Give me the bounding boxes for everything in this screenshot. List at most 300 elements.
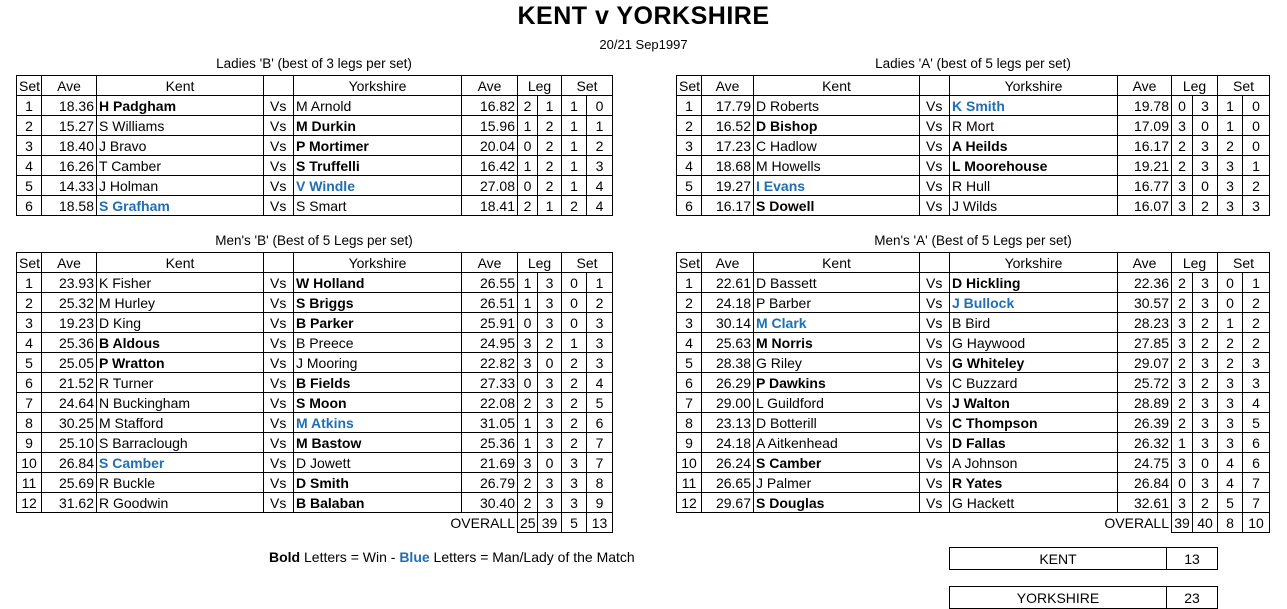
kent-legs: 2: [1172, 353, 1193, 373]
kent-player: S Williams: [97, 116, 264, 136]
kent-player: D Bassett: [754, 273, 920, 293]
set-number: 4: [17, 333, 42, 353]
yorkshire-average: 26.32: [1118, 433, 1172, 453]
yorkshire-legs: 3: [1193, 293, 1218, 313]
kent-legs: 3: [1172, 373, 1193, 393]
yorkshire-average: 26.55: [462, 273, 518, 293]
kent-final-score: [949, 547, 1218, 570]
header-yorkshire: Yorkshire: [294, 76, 462, 96]
legend-bold: Bold: [269, 549, 301, 565]
vs-label: Vs: [264, 196, 294, 216]
set-number: 12: [677, 493, 702, 513]
yorkshire-sets: 7: [587, 453, 613, 473]
yorkshire-player: S Truffelli: [294, 156, 462, 176]
kent-player: A Aitkenhead: [754, 433, 920, 453]
header-ave: Ave: [42, 253, 97, 273]
yorkshire-sets: 1: [1243, 156, 1270, 176]
yorkshire-player: J Bullock: [950, 293, 1118, 313]
legend-bold-text: Letters = Win -: [300, 549, 400, 565]
yorkshire-legs: 0: [1193, 453, 1218, 473]
header-ave: Ave: [462, 76, 518, 96]
yorkshire-sets-total: 10: [1243, 513, 1270, 533]
kent-average: 29.67: [702, 493, 754, 513]
kent-player: S Douglas: [754, 493, 920, 513]
yorkshire-player: P Mortimer: [294, 136, 462, 156]
yorkshire-average: 22.82: [462, 353, 518, 373]
kent-legs: 3: [518, 353, 538, 373]
set-number: 9: [677, 433, 702, 453]
vs-label: Vs: [264, 493, 294, 513]
yorkshire-legs: 2: [1193, 313, 1218, 333]
kent-average: 18.36: [42, 96, 97, 116]
header-set: Set: [677, 76, 702, 96]
kent-average: 24.18: [702, 433, 754, 453]
kent-player: N Buckingham: [97, 393, 264, 413]
vs-label: Vs: [920, 473, 950, 493]
kent-average: 23.93: [42, 273, 97, 293]
kent-player: D King: [97, 313, 264, 333]
kent-sets: 3: [562, 493, 587, 513]
kent-legs: 3: [518, 453, 538, 473]
header-ave: Ave: [42, 76, 97, 96]
kent-sets: 0: [562, 273, 587, 293]
header-set: Set: [1218, 76, 1270, 96]
yorkshire-legs: 3: [538, 313, 562, 333]
kent-sets: 3: [1218, 433, 1243, 453]
yorkshire-sets: 6: [1243, 433, 1270, 453]
kent-player: D Botterill: [754, 413, 920, 433]
yorkshire-average: 27.85: [1118, 333, 1172, 353]
yorkshire-legs-total: 39: [538, 513, 562, 533]
yorkshire-sets: 5: [1243, 413, 1270, 433]
table-row: [677, 433, 1270, 453]
yorkshire-average: 26.51: [462, 293, 518, 313]
table-row: [17, 413, 613, 433]
kent-legs: 1: [518, 293, 538, 313]
table-row: [17, 333, 613, 353]
table-row: [677, 333, 1270, 353]
section-heading: Men's 'B' (Best of 5 Legs per set): [215, 233, 413, 248]
table-row: [677, 413, 1270, 433]
kent-sets: 1: [562, 156, 587, 176]
kent-legs: 0: [1172, 96, 1193, 116]
kent-sets: 2: [1218, 136, 1243, 156]
yorkshire-sets: 2: [1243, 313, 1270, 333]
kent-sets: 4: [1218, 453, 1243, 473]
header-set: Set: [17, 253, 42, 273]
ladies-b-table: [16, 75, 613, 216]
yorkshire-sets: 7: [1243, 473, 1270, 493]
kent-average: 23.13: [702, 413, 754, 433]
kent-player: S Dowell: [754, 196, 920, 216]
vs-label: Vs: [264, 96, 294, 116]
yorkshire-player: S Moon: [294, 393, 462, 413]
kent-average: 25.36: [42, 333, 97, 353]
yorkshire-player: J Walton: [950, 393, 1118, 413]
yorkshire-legs: 3: [1193, 156, 1218, 176]
kent-player: J Holman: [97, 176, 264, 196]
kent-legs: 2: [518, 473, 538, 493]
yorkshire-legs: 0: [538, 453, 562, 473]
set-number: 3: [677, 313, 702, 333]
kent-legs: 0: [518, 176, 538, 196]
table-row: [677, 136, 1270, 156]
vs-label: Vs: [920, 293, 950, 313]
kent-average: 18.68: [702, 156, 754, 176]
kent-legs: 3: [1172, 196, 1193, 216]
yorkshire-sets: 2: [587, 136, 613, 156]
set-number: 6: [677, 196, 702, 216]
yorkshire-average: 25.72: [1118, 373, 1172, 393]
set-number: 1: [677, 96, 702, 116]
kent-legs: 2: [1172, 136, 1193, 156]
kent-sets: 1: [1218, 96, 1243, 116]
header-ave: Ave: [702, 253, 754, 273]
set-number: 2: [677, 293, 702, 313]
yorkshire-sets-total: 13: [587, 513, 613, 533]
kent-average: 18.40: [42, 136, 97, 156]
yorkshire-average: 19.21: [1118, 156, 1172, 176]
yorkshire-sets: 3: [587, 156, 613, 176]
yorkshire-average: 26.39: [1118, 413, 1172, 433]
vs-label: Vs: [264, 136, 294, 156]
set-number: 2: [17, 293, 42, 313]
yorkshire-player: D Jowett: [294, 453, 462, 473]
yorkshire-legs: 3: [1193, 413, 1218, 433]
vs-label: Vs: [264, 473, 294, 493]
yorkshire-legs: 0: [538, 353, 562, 373]
yorkshire-player: G Haywood: [950, 333, 1118, 353]
kent-player: C Hadlow: [754, 136, 920, 156]
vs-label: Vs: [920, 136, 950, 156]
kent-sets: 3: [562, 453, 587, 473]
yorkshire-player: M Arnold: [294, 96, 462, 116]
yorkshire-legs: 3: [1193, 473, 1218, 493]
set-number: 5: [677, 353, 702, 373]
vs-label: Vs: [264, 353, 294, 373]
table-row: [677, 393, 1270, 413]
yorkshire-sets: 7: [1243, 493, 1270, 513]
kent-sets: 0: [562, 313, 587, 333]
overall-row: [677, 513, 1270, 533]
yorkshire-sets: 1: [587, 273, 613, 293]
yorkshire-legs: 2: [1193, 373, 1218, 393]
kent-average: 25.05: [42, 353, 97, 373]
table-row: [677, 353, 1270, 373]
set-number: 7: [677, 393, 702, 413]
kent-sets: 1: [562, 96, 587, 116]
set-number: 5: [677, 176, 702, 196]
kent-sets: 2: [562, 413, 587, 433]
yorkshire-average: 15.96: [462, 116, 518, 136]
yorkshire-player: R Mort: [950, 116, 1118, 136]
yorkshire-legs: 3: [538, 393, 562, 413]
kent-sets-total: 5: [562, 513, 587, 533]
yorkshire-sets: 3: [1243, 373, 1270, 393]
header-kent: Kent: [97, 253, 264, 273]
yorkshire-player: B Preece: [294, 333, 462, 353]
yorkshire-sets: 7: [587, 433, 613, 453]
yorkshire-sets: 3: [587, 333, 613, 353]
header-blank: [264, 253, 294, 273]
kent-legs: 3: [1172, 493, 1193, 513]
kent-player: M Clark: [754, 313, 920, 333]
kent-average: 25.10: [42, 433, 97, 453]
kent-average: 29.00: [702, 393, 754, 413]
yorkshire-average: 30.57: [1118, 293, 1172, 313]
vs-label: Vs: [264, 433, 294, 453]
yorkshire-player: K Smith: [950, 96, 1118, 116]
header-set: Set: [1218, 253, 1270, 273]
yorkshire-sets: 9: [587, 493, 613, 513]
kent-player: D Roberts: [754, 96, 920, 116]
yorkshire-legs: 3: [538, 493, 562, 513]
yorkshire-player: A Heilds: [950, 136, 1118, 156]
vs-label: Vs: [264, 373, 294, 393]
vs-label: Vs: [264, 313, 294, 333]
legend: [269, 549, 635, 565]
header-set: Set: [677, 253, 702, 273]
vs-label: Vs: [264, 333, 294, 353]
kent-average: 26.65: [702, 473, 754, 493]
kent-legs: 2: [518, 493, 538, 513]
yorkshire-legs: 3: [538, 473, 562, 493]
set-number: 6: [17, 373, 42, 393]
header-ave: Ave: [1118, 253, 1172, 273]
set-number: 5: [17, 353, 42, 373]
yorkshire-average: 27.08: [462, 176, 518, 196]
yorkshire-sets: 0: [1243, 136, 1270, 156]
kent-legs-total: 39: [1172, 513, 1193, 533]
set-number: 3: [17, 313, 42, 333]
kent-player: P Barber: [754, 293, 920, 313]
yorkshire-legs: 2: [538, 136, 562, 156]
yorkshire-legs: 3: [1193, 433, 1218, 453]
header-ave: Ave: [1118, 76, 1172, 96]
yorkshire-average: 25.36: [462, 433, 518, 453]
kent-player: K Fisher: [97, 273, 264, 293]
table-row: [17, 156, 613, 176]
kent-average: 22.61: [702, 273, 754, 293]
table-row: [677, 156, 1270, 176]
header-yorkshire: Yorkshire: [294, 253, 462, 273]
kent-player: R Goodwin: [97, 493, 264, 513]
kent-legs: 1: [518, 116, 538, 136]
kent-sets: 0: [562, 293, 587, 313]
yorkshire-legs: 3: [1193, 273, 1218, 293]
kent-player: P Wratton: [97, 353, 264, 373]
yorkshire-player: D Smith: [294, 473, 462, 493]
set-number: 1: [17, 96, 42, 116]
yorkshire-legs: 0: [1193, 176, 1218, 196]
header-leg: Leg: [518, 253, 562, 273]
kent-sets: 0: [1218, 293, 1243, 313]
header-row: [17, 76, 613, 96]
yorkshire-legs-total: 40: [1193, 513, 1218, 533]
header-ave: Ave: [462, 253, 518, 273]
vs-label: Vs: [920, 393, 950, 413]
kent-average: 25.32: [42, 293, 97, 313]
kent-legs: 2: [1172, 293, 1193, 313]
table-row: [17, 473, 613, 493]
header-row: [677, 76, 1270, 96]
table-row: [17, 96, 613, 116]
kent-player: B Aldous: [97, 333, 264, 353]
kent-player: R Buckle: [97, 473, 264, 493]
yorkshire-player: B Parker: [294, 313, 462, 333]
table-row: [17, 353, 613, 373]
header-ave: Ave: [702, 76, 754, 96]
vs-label: Vs: [264, 393, 294, 413]
yorkshire-legs: 3: [538, 413, 562, 433]
table-row: [677, 273, 1270, 293]
kent-sets: 4: [1218, 473, 1243, 493]
yorkshire-player: R Yates: [950, 473, 1118, 493]
yorkshire-legs: 3: [1193, 136, 1218, 156]
kent-sets: 2: [562, 433, 587, 453]
kent-legs: 2: [1172, 156, 1193, 176]
kent-sets: 2: [562, 196, 587, 216]
yorkshire-sets: 0: [1243, 96, 1270, 116]
set-number: 8: [17, 413, 42, 433]
set-number: 5: [17, 176, 42, 196]
yorkshire-player: W Holland: [294, 273, 462, 293]
kent-sets: 3: [1218, 393, 1243, 413]
kent-sets: 2: [562, 353, 587, 373]
header-yorkshire: Yorkshire: [950, 76, 1118, 96]
kent-sets: 2: [562, 373, 587, 393]
kent-sets: 1: [562, 116, 587, 136]
kent-legs: 0: [518, 373, 538, 393]
kent-sets: 2: [1218, 333, 1243, 353]
kent-player: T Camber: [97, 156, 264, 176]
kent-sets: 3: [1218, 373, 1243, 393]
page-title: KENT v YORKSHIRE: [517, 2, 770, 30]
vs-label: Vs: [920, 273, 950, 293]
kent-average: 19.23: [42, 313, 97, 333]
set-number: 8: [677, 413, 702, 433]
kent-average: 30.14: [702, 313, 754, 333]
kent-legs: 2: [1172, 273, 1193, 293]
kent-legs: 3: [518, 333, 538, 353]
yorkshire-legs: 2: [1193, 196, 1218, 216]
kent-sets: 2: [1218, 353, 1243, 373]
kent-legs: 1: [518, 156, 538, 176]
set-number: 11: [677, 473, 702, 493]
table-row: [677, 373, 1270, 393]
yorkshire-average: 22.08: [462, 393, 518, 413]
section-heading: Ladies 'B' (best of 3 legs per set): [216, 56, 412, 71]
yorkshire-average: 16.17: [1118, 136, 1172, 156]
table-row: [17, 373, 613, 393]
yorkshire-average: 24.75: [1118, 453, 1172, 473]
kent-player: S Barraclough: [97, 433, 264, 453]
yorkshire-legs: 3: [1193, 96, 1218, 116]
yorkshire-sets: 4: [587, 373, 613, 393]
yorkshire-player: M Durkin: [294, 116, 462, 136]
kent-sets: 3: [562, 473, 587, 493]
kent-player: I Evans: [754, 176, 920, 196]
vs-label: Vs: [920, 413, 950, 433]
kent-legs: 2: [518, 196, 538, 216]
mens-a-table: [676, 252, 1270, 533]
kent-player: J Palmer: [754, 473, 920, 493]
kent-average: 17.23: [702, 136, 754, 156]
vs-label: Vs: [920, 373, 950, 393]
table-row: [17, 293, 613, 313]
kent-player: L Guildford: [754, 393, 920, 413]
kent-legs: 0: [1172, 473, 1193, 493]
yorkshire-legs: 2: [1193, 333, 1218, 353]
yorkshire-average: 16.42: [462, 156, 518, 176]
kent-average: 24.18: [702, 293, 754, 313]
yorkshire-average: 26.79: [462, 473, 518, 493]
vs-label: Vs: [920, 333, 950, 353]
vs-label: Vs: [264, 273, 294, 293]
yorkshire-legs: 2: [538, 156, 562, 176]
kent-player: M Stafford: [97, 413, 264, 433]
yorkshire-sets: 5: [587, 393, 613, 413]
kent-legs: 0: [518, 136, 538, 156]
yorkshire-legs: 3: [1193, 353, 1218, 373]
table-row: [17, 393, 613, 413]
vs-label: Vs: [920, 313, 950, 333]
vs-label: Vs: [264, 116, 294, 136]
kent-legs: 1: [1172, 433, 1193, 453]
vs-label: Vs: [920, 176, 950, 196]
header-yorkshire: Yorkshire: [950, 253, 1118, 273]
yorkshire-player: B Balaban: [294, 493, 462, 513]
set-number: 11: [17, 473, 42, 493]
kent-average: 19.27: [702, 176, 754, 196]
kent-player: M Norris: [754, 333, 920, 353]
kent-sets: 3: [1218, 196, 1243, 216]
yorkshire-sets: 4: [587, 196, 613, 216]
kent-average: 25.63: [702, 333, 754, 353]
yorkshire-sets: 0: [1243, 116, 1270, 136]
kent-player: G Riley: [754, 353, 920, 373]
yorkshire-legs: 3: [538, 433, 562, 453]
kent-sets: 1: [562, 176, 587, 196]
table-row: [677, 196, 1270, 216]
kent-sets: 2: [562, 393, 587, 413]
kent-legs: 1: [518, 433, 538, 453]
vs-label: Vs: [920, 196, 950, 216]
header-set: Set: [17, 76, 42, 96]
kent-sets: 3: [1218, 176, 1243, 196]
table-row: [17, 433, 613, 453]
yorkshire-average: 26.84: [1118, 473, 1172, 493]
kent-average: 26.24: [702, 453, 754, 473]
yorkshire-player: D Fallas: [950, 433, 1118, 453]
kent-average: 16.26: [42, 156, 97, 176]
yorkshire-player: R Hull: [950, 176, 1118, 196]
vs-label: Vs: [264, 453, 294, 473]
kent-sets: 3: [1218, 413, 1243, 433]
yorkshire-average: 16.77: [1118, 176, 1172, 196]
kent-average: 31.62: [42, 493, 97, 513]
yorkshire-legs: 2: [1193, 493, 1218, 513]
kent-legs: 3: [1172, 176, 1193, 196]
kent-average: 14.33: [42, 176, 97, 196]
kent-player: S Camber: [754, 453, 920, 473]
kent-legs: 3: [1172, 453, 1193, 473]
yorkshire-sets: 2: [1243, 293, 1270, 313]
yorkshire-sets: 4: [587, 176, 613, 196]
team-score: 13: [1167, 548, 1218, 570]
yorkshire-player: S Smart: [294, 196, 462, 216]
yorkshire-sets: 3: [587, 313, 613, 333]
